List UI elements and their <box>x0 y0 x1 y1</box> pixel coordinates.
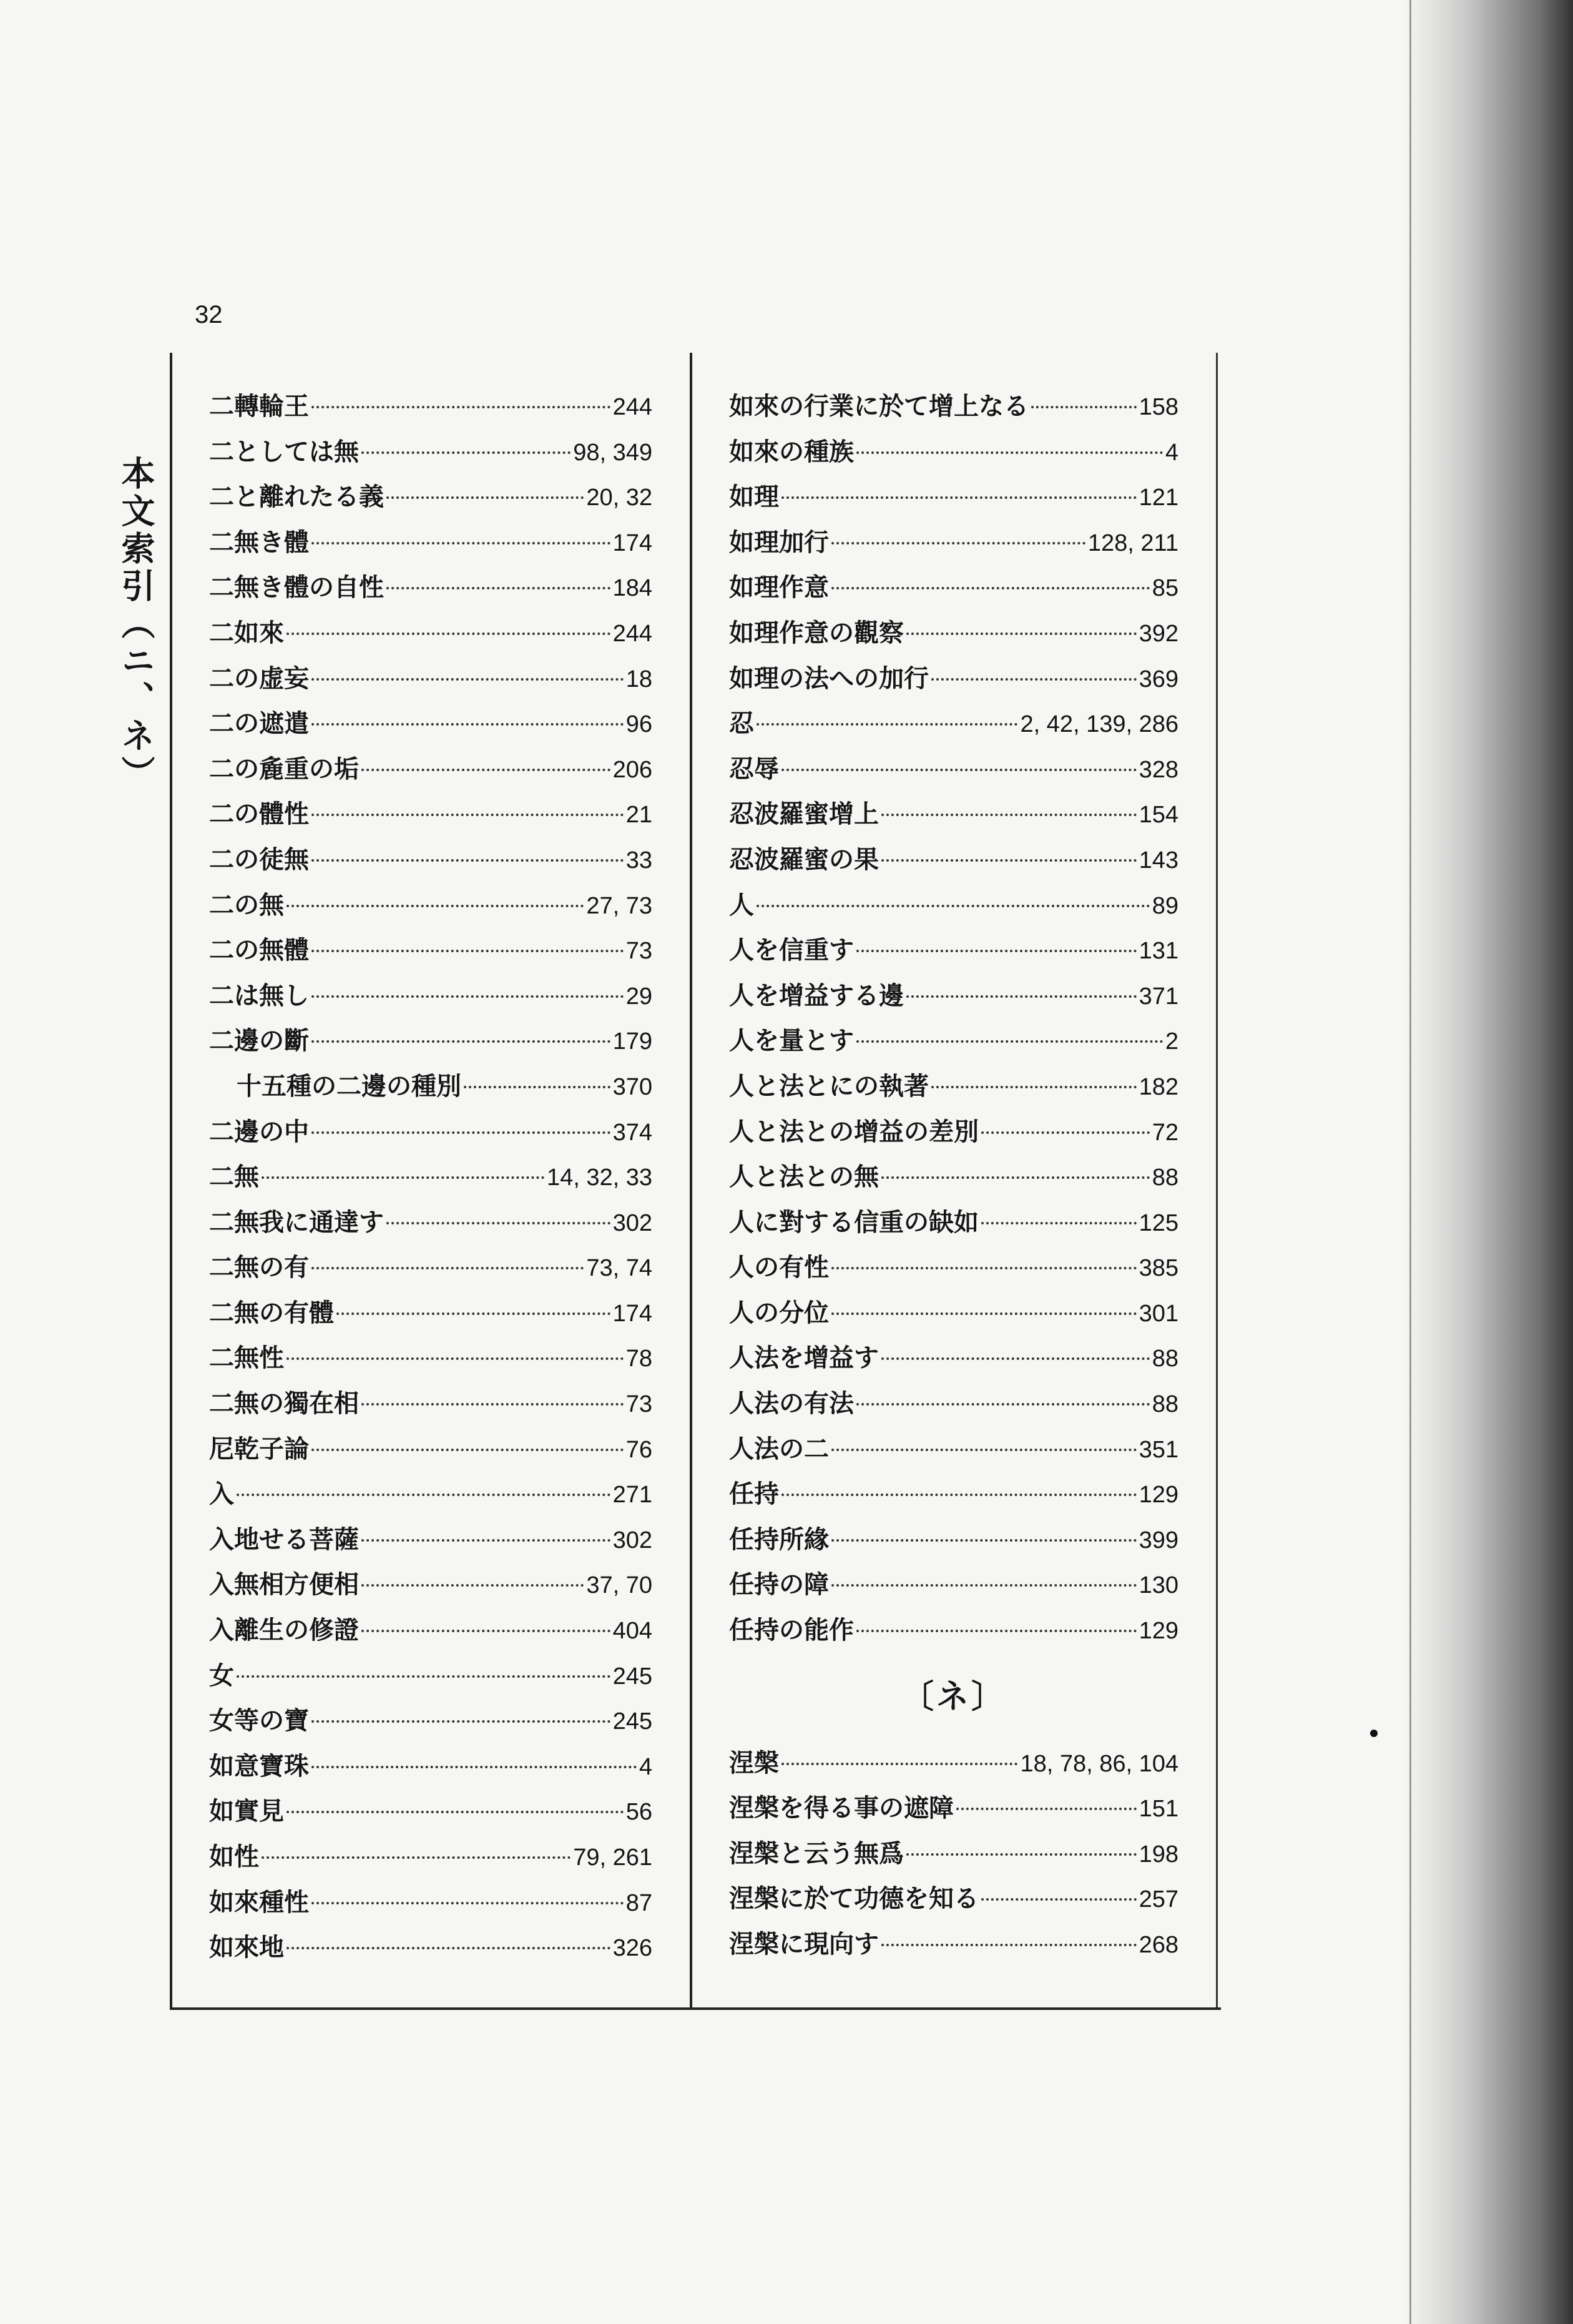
index-page-refs: 96 <box>625 711 652 738</box>
index-entry <box>729 1427 1179 1472</box>
index-page-refs: 143 <box>1139 847 1179 874</box>
index-entry <box>209 1834 652 1880</box>
index-page-refs: 351 <box>1139 1436 1179 1463</box>
index-entry <box>729 1562 1179 1608</box>
index-term: 涅槃に於て功德を知る <box>729 1884 979 1914</box>
index-entry <box>209 656 652 702</box>
index-term: 涅槃を得る事の遮障 <box>729 1793 954 1823</box>
index-entry <box>209 1744 652 1790</box>
index-term: 任持所緣 <box>729 1524 829 1554</box>
page-number: 32 <box>195 301 223 328</box>
index-entry <box>209 565 652 611</box>
dot-leader <box>782 768 1137 771</box>
index-entry <box>209 611 652 656</box>
index-entry <box>729 1876 1179 1922</box>
index-page-refs: 76 <box>625 1436 652 1463</box>
dot-leader <box>311 722 624 726</box>
index-term: 人と法との增益の差別 <box>729 1116 979 1146</box>
index-page-refs: 37, 70 <box>586 1572 652 1599</box>
index-term: 人と法とにの執著 <box>729 1071 929 1101</box>
index-entry <box>729 1472 1179 1517</box>
dot-leader <box>361 1402 624 1406</box>
binding-shadow <box>1404 0 1573 2324</box>
index-term: 二の虚妄 <box>209 663 309 693</box>
index-page-refs: 268 <box>1139 1932 1179 1958</box>
index-term: 如來の種族 <box>729 436 854 466</box>
index-entry <box>729 656 1179 702</box>
index-entry <box>729 1381 1179 1427</box>
index-page-refs: 198 <box>1139 1841 1179 1868</box>
index-page-refs: 78 <box>625 1346 652 1372</box>
index-page-refs: 257 <box>1139 1886 1179 1913</box>
dot-leader <box>311 541 610 544</box>
index-entry <box>209 837 652 883</box>
dot-leader <box>262 1176 544 1179</box>
dot-leader <box>881 859 1137 862</box>
dot-leader <box>287 632 610 635</box>
index-page-refs: 174 <box>612 529 652 556</box>
index-term: 涅槃 <box>729 1748 779 1778</box>
index-entry <box>209 1110 652 1155</box>
index-page-refs: 88 <box>1152 1164 1179 1191</box>
index-page-refs: 121 <box>1139 485 1179 511</box>
index-page-refs: 206 <box>612 756 652 783</box>
index-term: 任持の障 <box>729 1570 829 1600</box>
index-term: 如理作意の觀察 <box>729 618 904 647</box>
index-page-refs: 244 <box>612 620 652 647</box>
index-term: 二無の獨在相 <box>209 1389 359 1419</box>
dot-leader <box>311 813 624 816</box>
index-page-refs: 369 <box>1139 666 1179 692</box>
index-entry <box>209 1291 652 1336</box>
index-page-refs: 404 <box>612 1618 652 1645</box>
index-page-refs: 14, 32, 33 <box>546 1164 652 1191</box>
index-term: 二の麁重の垢 <box>209 754 359 784</box>
index-entry <box>729 747 1179 792</box>
index-entry <box>729 837 1179 883</box>
index-page-refs: 73, 74 <box>586 1255 652 1282</box>
index-term: 涅槃に現向す <box>729 1929 879 1959</box>
dot-leader <box>311 1720 610 1723</box>
index-term: 女等の寶 <box>209 1706 309 1736</box>
index-term: 如來地 <box>209 1933 284 1962</box>
dot-leader <box>311 1040 610 1043</box>
index-term: 入無相方便相 <box>209 1570 359 1600</box>
index-entry <box>209 1200 652 1246</box>
dot-leader <box>881 1943 1137 1946</box>
index-term: 二の無體 <box>209 935 309 965</box>
dot-leader <box>906 1853 1137 1856</box>
index-page-refs: 302 <box>612 1527 652 1553</box>
index-term: 二と離れたる義 <box>209 482 384 512</box>
index-page-refs: 151 <box>1139 1796 1179 1823</box>
index-entry <box>729 520 1179 566</box>
dot-leader <box>856 949 1137 952</box>
index-term: 忍辱 <box>729 754 779 784</box>
index-term: 人を信重す <box>729 935 854 965</box>
index-term: 忍波羅蜜の果 <box>729 844 879 874</box>
index-term: 女 <box>209 1660 234 1690</box>
index-entry <box>729 1155 1179 1200</box>
index-entry <box>209 1381 652 1427</box>
index-page-refs: 72 <box>1152 1119 1179 1146</box>
dot-leader <box>856 451 1163 454</box>
index-entry <box>209 928 652 973</box>
index-term: 人法を增益す <box>729 1343 879 1373</box>
index-page-refs: 244 <box>612 394 652 420</box>
index-term: 二無の有 <box>209 1253 309 1283</box>
dot-leader <box>831 586 1150 589</box>
index-page-refs: 125 <box>1139 1209 1179 1236</box>
dot-leader <box>981 1221 1137 1224</box>
index-term: 二無 <box>209 1162 259 1192</box>
dot-leader <box>981 1131 1150 1134</box>
index-term: 人に對する信重の缺如 <box>729 1207 979 1237</box>
index-term: 如理作意 <box>729 573 829 603</box>
index-page-refs: 371 <box>1139 983 1179 1010</box>
index-entry <box>209 1427 652 1472</box>
index-term: 二邊の中 <box>209 1116 309 1146</box>
index-term: 如來の行業に於て增上なる <box>729 391 1029 421</box>
dot-leader <box>237 1675 610 1678</box>
index-term: 二は無し <box>209 980 309 1010</box>
index-page-refs: 245 <box>612 1663 652 1690</box>
dot-leader <box>311 859 624 862</box>
dot-leader <box>831 1539 1137 1542</box>
index-entry <box>209 1245 652 1291</box>
index-page-refs: 326 <box>612 1935 652 1962</box>
index-entry <box>209 1653 652 1699</box>
index-page-refs: 271 <box>612 1482 652 1509</box>
index-page-refs: 158 <box>1139 394 1179 420</box>
index-column-right-main <box>729 384 1179 1653</box>
dot-leader <box>782 1493 1137 1496</box>
dot-leader <box>311 677 624 681</box>
index-page-refs: 302 <box>612 1209 652 1236</box>
index-term: 任持の能作 <box>729 1615 854 1645</box>
index-term: 二の遮遣 <box>209 709 309 739</box>
index-term: 如意寶珠 <box>209 1751 309 1781</box>
index-page-refs: 130 <box>1139 1572 1179 1599</box>
index-term: 十五種の二邊の種別 <box>237 1071 461 1101</box>
index-page-refs: 87 <box>625 1889 652 1916</box>
dot-leader <box>311 1765 637 1768</box>
dot-leader <box>386 496 584 499</box>
index-page-refs: 392 <box>1139 620 1179 647</box>
dot-leader <box>956 1807 1137 1810</box>
index-term: 如來種性 <box>209 1887 309 1917</box>
index-term: 二如來 <box>209 618 284 647</box>
dot-leader <box>831 541 1085 544</box>
index-entry <box>729 1200 1179 1246</box>
index-page-refs: 88 <box>1152 1346 1179 1372</box>
index-term: 二邊の斷 <box>209 1026 309 1056</box>
dot-leader <box>361 1629 610 1632</box>
index-entry <box>209 1562 652 1608</box>
index-page-refs: 154 <box>1139 802 1179 829</box>
index-term: 人法の二 <box>729 1434 829 1464</box>
index-page-refs: 27, 73 <box>586 892 652 919</box>
index-page-refs: 184 <box>612 575 652 602</box>
index-page-refs: 245 <box>612 1708 652 1735</box>
index-term: 二轉輪王 <box>209 391 309 421</box>
dot-leader <box>931 1085 1137 1088</box>
index-entry <box>729 475 1179 520</box>
column-divider <box>690 353 692 2007</box>
index-term: 入 <box>209 1479 234 1509</box>
dot-leader <box>856 1629 1137 1632</box>
index-entry <box>729 1291 1179 1336</box>
index-page-refs: 73 <box>625 1391 652 1418</box>
index-term: 尼乾子論 <box>209 1434 309 1464</box>
index-term: 人の分位 <box>729 1297 829 1327</box>
index-entry <box>209 1018 652 1064</box>
dot-leader <box>361 451 571 454</box>
index-entry <box>729 611 1179 656</box>
index-page-refs: 20, 32 <box>586 485 652 511</box>
index-page-refs: 182 <box>1139 1073 1179 1100</box>
index-entry <box>729 1517 1179 1563</box>
index-page-refs: 374 <box>612 1119 652 1146</box>
index-page-refs: 301 <box>1139 1300 1179 1327</box>
index-column-left <box>209 384 652 1971</box>
stray-mark <box>1370 1730 1378 1737</box>
dot-leader <box>361 1539 610 1542</box>
index-entry <box>729 1922 1179 1967</box>
index-term: 二としては無 <box>209 436 359 466</box>
index-term: 如理 <box>729 482 779 512</box>
index-term: 人と法との無 <box>729 1162 879 1192</box>
dot-leader <box>831 1448 1137 1451</box>
index-page-refs: 85 <box>1152 575 1179 602</box>
page-edge <box>1409 0 1411 2324</box>
dot-leader <box>287 904 584 907</box>
dot-leader <box>881 1357 1150 1360</box>
index-page-refs: 385 <box>1139 1255 1179 1282</box>
index-term: 入離生の修證 <box>209 1615 359 1645</box>
index-entry <box>209 883 652 928</box>
index-term: 二無き體 <box>209 527 309 557</box>
index-entry <box>209 701 652 747</box>
index-entry <box>729 1336 1179 1381</box>
index-entry <box>209 1789 652 1834</box>
index-entry <box>209 792 652 837</box>
index-entry <box>729 1741 1179 1786</box>
index-page-refs: 73 <box>625 938 652 965</box>
index-term: 任持 <box>729 1479 779 1509</box>
index-entry <box>729 883 1179 928</box>
index-term: 二無我に通達す <box>209 1207 384 1237</box>
dot-leader <box>757 722 1017 726</box>
index-entry <box>729 384 1179 430</box>
index-term: 入地せる菩薩 <box>209 1524 359 1554</box>
dot-leader <box>782 496 1137 499</box>
dot-leader <box>831 1583 1137 1587</box>
index-page-refs: 79, 261 <box>573 1844 652 1871</box>
dot-leader <box>1031 405 1137 408</box>
index-entry <box>209 1336 652 1381</box>
dot-leader <box>464 1085 610 1088</box>
index-page-refs: 328 <box>1139 756 1179 783</box>
index-term: 人を增益する邊 <box>729 980 904 1010</box>
dot-leader <box>262 1856 571 1859</box>
dot-leader <box>881 1176 1150 1179</box>
index-page-refs: 399 <box>1139 1527 1179 1553</box>
index-term: 人法の有法 <box>729 1389 854 1419</box>
index-entry <box>729 1245 1179 1291</box>
index-page-refs: 33 <box>625 847 652 874</box>
index-entry <box>729 701 1179 747</box>
section-heading-ne: 〔ネ〕 <box>901 1677 1006 1716</box>
index-entry <box>209 1517 652 1563</box>
index-page-refs: 29 <box>625 983 652 1010</box>
index-term: 涅槃と云う無爲 <box>729 1838 904 1868</box>
index-entry <box>729 928 1179 973</box>
dot-leader <box>906 632 1137 635</box>
index-page-refs: 4 <box>639 1753 652 1780</box>
dot-leader <box>386 586 610 589</box>
index-term: 人を量とす <box>729 1026 854 1056</box>
index-term: 如性 <box>209 1842 259 1871</box>
index-page-refs: 174 <box>612 1300 652 1327</box>
index-entry <box>209 475 652 520</box>
index-entry <box>209 1698 652 1744</box>
index-term: 二の無 <box>209 890 284 920</box>
index-page-refs: 18, 78, 86, 104 <box>1020 1750 1179 1777</box>
dot-leader <box>311 949 624 952</box>
dot-leader <box>981 1898 1137 1901</box>
index-entry <box>209 1608 652 1653</box>
index-entry <box>209 430 652 475</box>
index-entry <box>209 1925 652 1971</box>
index-term: 人の有性 <box>729 1253 829 1283</box>
index-page-refs: 88 <box>1152 1391 1179 1418</box>
dot-leader <box>287 1357 624 1360</box>
index-entry <box>729 792 1179 837</box>
dot-leader <box>757 904 1150 907</box>
index-page-refs: 129 <box>1139 1482 1179 1509</box>
index-page-refs: 129 <box>1139 1618 1179 1645</box>
index-entry <box>729 1831 1179 1877</box>
index-term: 二の徒無 <box>209 844 309 874</box>
index-term: 二無き體の自性 <box>209 573 384 603</box>
index-entry <box>209 1155 652 1200</box>
index-term: 二の體性 <box>209 799 309 829</box>
index-page-refs: 128, 211 <box>1087 529 1179 556</box>
dot-leader <box>311 1266 584 1269</box>
running-head: 本文索引（ニ、ネ） <box>116 456 156 793</box>
dot-leader <box>336 1312 610 1315</box>
index-entry <box>729 1064 1179 1110</box>
index-page-refs: 18 <box>625 666 652 692</box>
index-entry <box>209 1064 652 1110</box>
index-entry <box>729 1608 1179 1653</box>
index-entry <box>729 1018 1179 1064</box>
index-entry <box>729 565 1179 611</box>
index-term: 人 <box>729 890 754 920</box>
dot-leader <box>287 1946 610 1949</box>
index-entry <box>209 1472 652 1517</box>
dot-leader <box>361 1583 584 1587</box>
dot-leader <box>831 1312 1137 1315</box>
index-term: 如理加行 <box>729 527 829 557</box>
frame-right-rule <box>1216 353 1218 2007</box>
index-page-refs: 56 <box>625 1799 652 1826</box>
index-page-refs: 179 <box>612 1028 652 1055</box>
index-entry <box>729 1786 1179 1831</box>
dot-leader <box>237 1493 610 1496</box>
index-term: 如理の法への加行 <box>729 663 929 693</box>
dot-leader <box>311 1131 610 1134</box>
dot-leader <box>881 813 1137 816</box>
index-entry <box>209 384 652 430</box>
index-section-ne <box>729 1741 1179 1967</box>
index-term: 忍波羅蜜增上 <box>729 799 879 829</box>
dot-leader <box>831 1266 1137 1269</box>
index-entry <box>729 1110 1179 1155</box>
index-term: 如實見 <box>209 1796 284 1826</box>
index-page-refs: 2 <box>1165 1028 1179 1055</box>
dot-leader <box>311 995 624 998</box>
dot-leader <box>386 1221 610 1224</box>
index-page-refs: 4 <box>1165 439 1179 466</box>
dot-leader <box>931 677 1137 681</box>
index-entry <box>729 973 1179 1019</box>
index-page-refs: 98, 349 <box>573 439 652 466</box>
index-entry <box>209 747 652 792</box>
index-term: 二無の有體 <box>209 1297 334 1327</box>
index-page-refs: 2, 42, 139, 286 <box>1020 711 1179 738</box>
index-entry <box>209 520 652 566</box>
dot-leader <box>906 995 1137 998</box>
index-entry <box>209 1880 652 1926</box>
index-page-refs: 370 <box>612 1073 652 1100</box>
index-column-right <box>729 384 1179 1967</box>
dot-leader <box>361 768 610 771</box>
index-term: 二無性 <box>209 1343 284 1373</box>
index-entry <box>209 973 652 1019</box>
index-page-refs: 21 <box>625 802 652 829</box>
dot-leader <box>311 1448 624 1451</box>
dot-leader <box>782 1762 1017 1765</box>
index-term: 忍 <box>729 709 754 739</box>
dot-leader <box>287 1810 624 1813</box>
index-page-refs: 89 <box>1152 892 1179 919</box>
dot-leader <box>311 405 610 408</box>
index-entry <box>729 430 1179 475</box>
dot-leader <box>856 1402 1150 1406</box>
dot-leader <box>311 1901 624 1904</box>
dot-leader <box>856 1040 1163 1043</box>
index-page-refs: 131 <box>1139 938 1179 965</box>
